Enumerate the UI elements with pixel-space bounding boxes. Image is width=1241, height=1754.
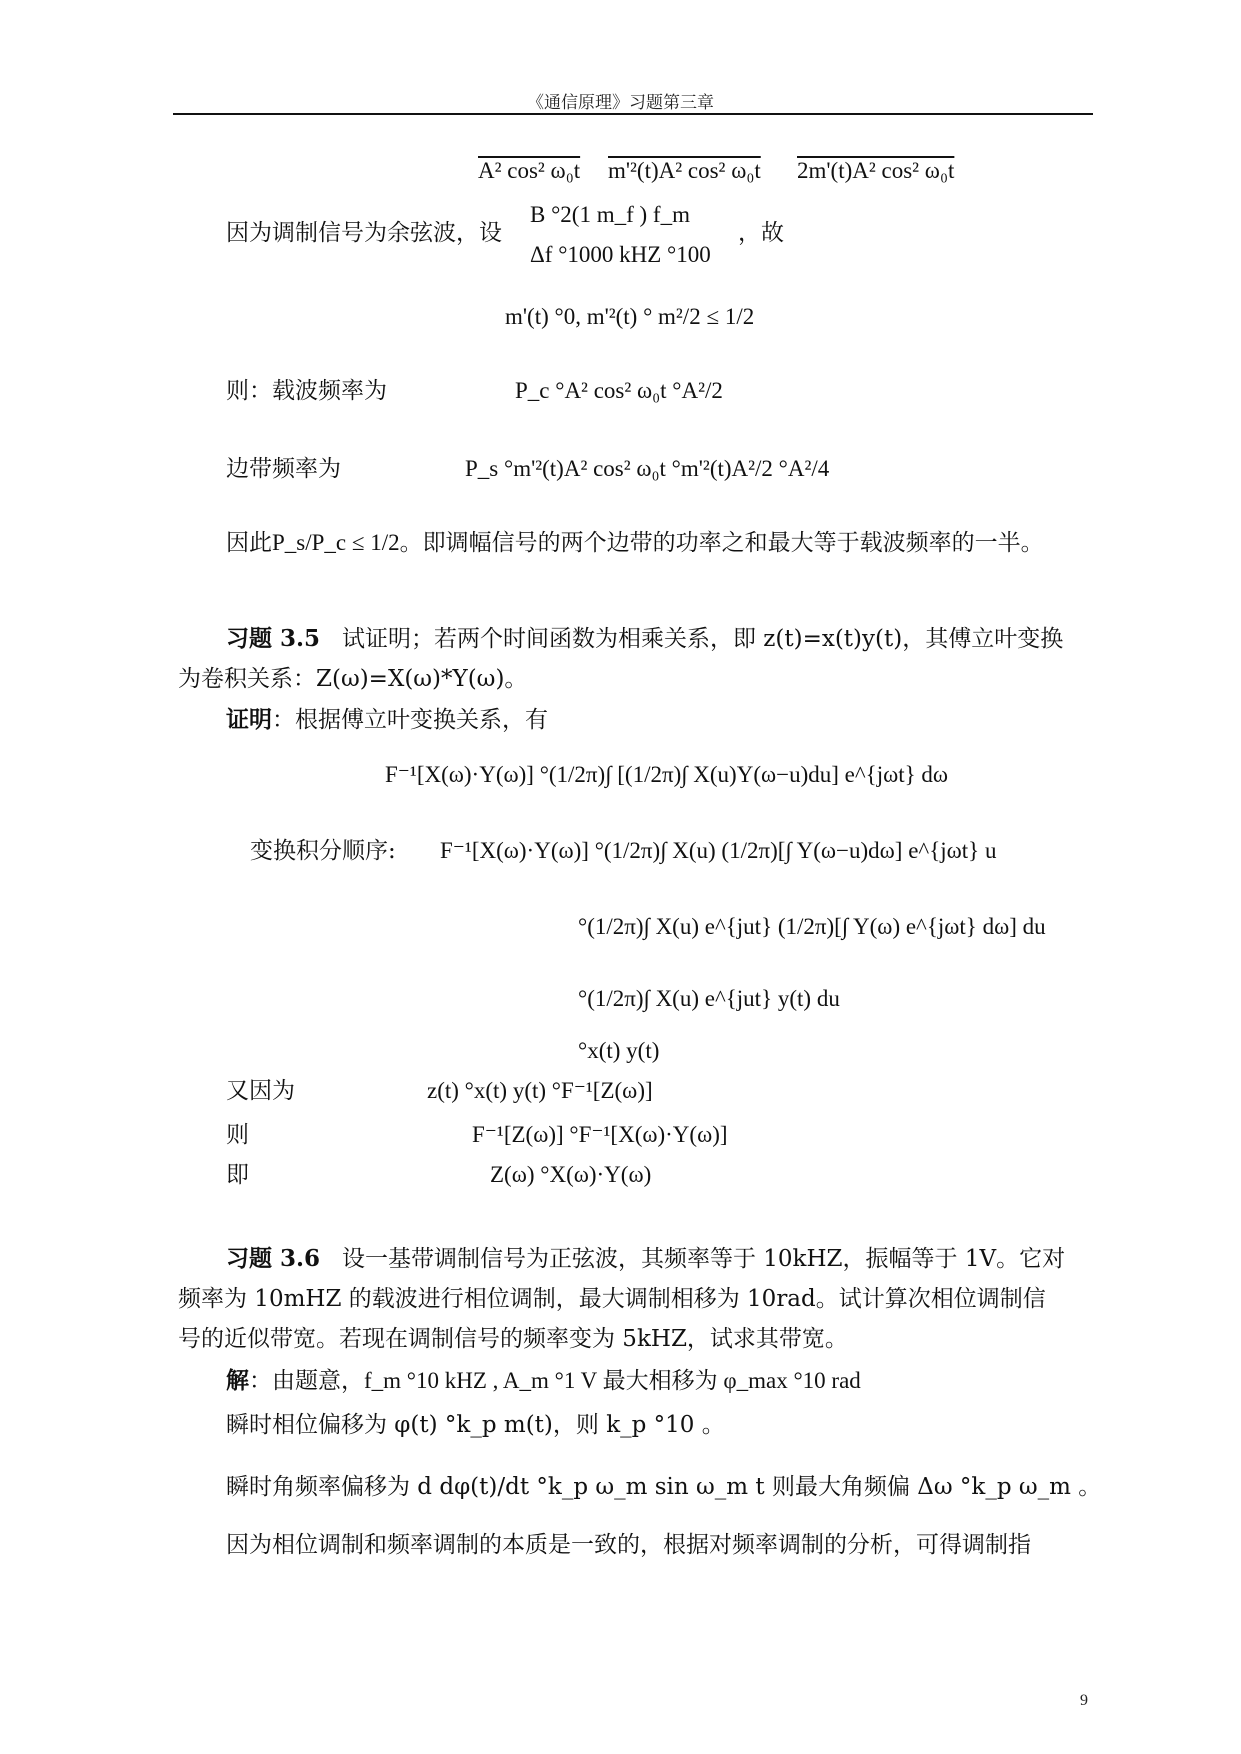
problem-3-5-label: 习题 3.5 bbox=[226, 625, 321, 652]
proof-equation-4: °(1/2π)∫ X(u) e^{jut} y(t) du bbox=[578, 986, 840, 1011]
then-equation: F⁻¹[Z(ω)] °F⁻¹[X(ω)·Y(ω)] bbox=[472, 1122, 728, 1147]
conclusion-prefix: 因此 bbox=[226, 530, 272, 556]
overline-term-2: m'²(t)A² cos² ω₀t bbox=[608, 158, 761, 183]
solution-equation: f_m °10 kHZ , A_m °1 V 最大相移为 φ_max °10 rad bbox=[364, 1368, 861, 1393]
proof-equation-1: F⁻¹[X(ω)·Y(ω)] °(1/2π)∫ [(1/2π)∫ X(u)Y(ω−u)du] e^{jωt} dω bbox=[385, 762, 949, 787]
proof-equation-2: F⁻¹[X(ω)·Y(ω)] °(1/2π)∫ X(u) (1/2π)[∫ Y(ω−u)dω] e^{jωt} u bbox=[440, 838, 997, 863]
ie-label: 即 bbox=[226, 1162, 249, 1188]
then-label: 则 bbox=[226, 1122, 249, 1148]
problem-3-6-line1 bbox=[226, 1244, 1065, 1274]
swap-order-label: 变换积分顺序: bbox=[250, 838, 396, 864]
equation-delta-f: Δf °1000 kHZ °100 bbox=[530, 242, 711, 267]
proof-text: ：根据傅立叶变换关系，有 bbox=[272, 707, 548, 733]
instant-frequency-line: 瞬时角频率偏移为 d dφ(t)/dt °k_p ω_m sin ω_m t 则最大角频偏 Δω °k_p ω_m 。 bbox=[226, 1474, 1102, 1500]
proof-line bbox=[226, 705, 548, 735]
proof-label: 证明 bbox=[226, 706, 272, 733]
problem-3-6-statement: 设一基带调制信号为正弦波，其频率等于 10kHZ，振幅等于 1V。它对 bbox=[341, 1246, 1066, 1272]
instant-phase-line: 瞬时相位偏移为 φ(t) °k_p m(t)，则 k_p °10 。 bbox=[226, 1412, 725, 1438]
running-header: 《通信原理》习题第三章 bbox=[527, 93, 714, 113]
solution-line bbox=[226, 1366, 861, 1396]
also-equation: z(t) °x(t) y(t) °F⁻¹[Z(ω)] bbox=[427, 1078, 653, 1103]
conclusion-line bbox=[226, 528, 1044, 558]
carrier-label: 则：载波频率为 bbox=[226, 378, 387, 404]
page-number: 9 bbox=[1080, 1692, 1088, 1709]
solution-text: ：由题意， bbox=[249, 1368, 364, 1394]
problem-3-6-line3: 号的近似带宽。若现在调制信号的频率变为 5kHZ，试求其带宽。 bbox=[178, 1326, 848, 1352]
carrier-equation: P_c °A² cos² ω₀t °A²/2 bbox=[515, 378, 723, 403]
proof-equation-5: °x(t) y(t) bbox=[578, 1038, 660, 1063]
problem-3-5-statement: 试证明；若两个时间函数为相乘关系，即 z(t)=x(t)y(t)，其傅立叶变换 bbox=[341, 626, 1064, 652]
conclusion-fraction: P_s/P_c ≤ 1/2 bbox=[272, 530, 400, 555]
sideband-label: 边带频率为 bbox=[226, 456, 341, 482]
equation-mean: m'(t) °0, m'²(t) ° m²/2 ≤ 1/2 bbox=[505, 304, 755, 329]
ie-equation: Z(ω) °X(ω)·Y(ω) bbox=[490, 1162, 652, 1187]
equation-B: B °2(1 m_f ) f_m bbox=[530, 202, 690, 227]
sideband-equation: P_s °m'²(t)A² cos² ω₀t °m'²(t)A²/2 °A²/4 bbox=[465, 456, 830, 481]
proof-equation-3: °(1/2π)∫ X(u) e^{jut} (1/2π)[∫ Y(ω) e^{jωt} dω] du bbox=[578, 914, 1046, 939]
last-line: 因为相位调制和频率调制的本质是一致的，根据对频率调制的分析，可得调制指 bbox=[226, 1532, 1031, 1558]
also-label: 又因为 bbox=[226, 1078, 295, 1104]
overline-term-1: A² cos² ω₀t bbox=[478, 158, 581, 183]
so-text: ，故 bbox=[738, 220, 784, 246]
problem-3-6-line2: 频率为 10mHZ 的载波进行相位调制，最大调制相移为 10rad。试计算次相位调制信 bbox=[178, 1286, 1046, 1312]
problem-3-5-line2: 为卷积关系：Z(ω)=X(ω)*Y(ω)。 bbox=[178, 666, 528, 692]
because-text: 因为调制信号为余弦波，设 bbox=[226, 220, 502, 246]
header-rule bbox=[173, 113, 1093, 115]
problem-3-6-label: 习题 3.6 bbox=[226, 1245, 321, 1272]
overline-term-3: 2m'(t)A² cos² ω₀t bbox=[797, 158, 955, 183]
problem-3-5-line1 bbox=[226, 624, 1063, 654]
conclusion-text: 。即调幅信号的两个边带的功率之和最大等于载波频率的一半。 bbox=[399, 530, 1044, 556]
solution-label: 解 bbox=[226, 1367, 249, 1394]
